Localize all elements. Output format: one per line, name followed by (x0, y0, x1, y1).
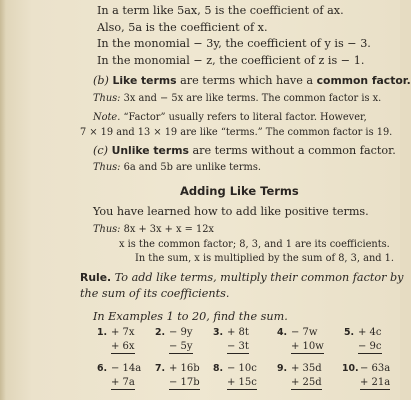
instruction: In Examples 1 to 20, find the sum. (93, 310, 288, 323)
exercise-item (97, 364, 151, 392)
thus-label: Thus: (93, 93, 121, 104)
example-text: 6a and 5b are unlike terms. (123, 162, 261, 173)
exercise-item (213, 328, 265, 356)
exercise-number: 5. (344, 327, 355, 338)
exercise-bottom-term: + 10w (291, 341, 324, 352)
note-line (93, 113, 367, 123)
exercise-item (342, 364, 399, 392)
exercise-item (155, 328, 207, 356)
exercise-bottom-term: − 5y (169, 341, 193, 352)
definition-text: are terms which have a (180, 74, 314, 87)
exercise-number: 4. (277, 327, 288, 338)
definition-unlike-terms (93, 145, 396, 157)
example-equation: 8x + 3x + x = 12x (123, 224, 214, 235)
exercise-number: 9. (277, 363, 288, 374)
exercise-number: 1. (97, 327, 108, 338)
term-like-terms: Like terms (112, 74, 177, 87)
exercise-bottom-term: − 17b (169, 377, 200, 388)
page-gutter-shadow (0, 0, 6, 400)
rule-line: the sum of its coefficients. (80, 287, 230, 300)
exercise-top-term: + 16b (169, 363, 200, 374)
exercise-bottom-term: − 9c (358, 341, 382, 352)
exercise-bottom-term: − 3t (227, 341, 249, 352)
text-line: In a term like 5ax, 5 is the coefficient of ax. (97, 4, 344, 17)
exercise-bottom-term: + 7a (111, 377, 135, 388)
exercise-item (277, 328, 337, 356)
example-line (93, 163, 261, 173)
exercise-bottom-term: + 21a (360, 377, 391, 388)
exercise-number: 2. (155, 327, 166, 338)
example-line (93, 94, 381, 104)
rule-text: To add like terms, multiply their common factor by (114, 271, 404, 284)
exercise-number: 6. (97, 363, 108, 374)
definition-like-terms (93, 75, 411, 87)
text-line: Also, 5a is the coefficient of x. (97, 21, 268, 34)
exercise-number: 7. (155, 363, 166, 374)
exercise-top-term: − 14a (111, 363, 142, 374)
note-label: Note. (93, 112, 121, 123)
term-common-factor: common factor. (316, 74, 411, 87)
exercise-number: 10. (342, 363, 359, 374)
rule-line (80, 272, 403, 284)
exercise-number: 8. (213, 363, 224, 374)
section-label: (c) (93, 144, 108, 157)
example-line: In the sum, x is multiplied by the sum of 8, 3, and 1. (135, 253, 395, 264)
exercise-top-term: + 7x (111, 327, 135, 338)
note-text: “Factor” usually refers to literal factor. However, (123, 112, 367, 123)
example-line (93, 225, 214, 235)
exercise-top-term: + 8t (227, 327, 249, 338)
text-line: In the monomial − 3y, the coefficient of y is − 3. (97, 37, 371, 50)
exercise-top-term: + 35d (291, 363, 322, 374)
thus-label: Thus: (93, 162, 121, 173)
note-line: 7 × 19 and 13 × 19 are like “terms.” The common factor is 19. (80, 127, 393, 138)
exercise-item (344, 328, 398, 356)
exercise-item (97, 328, 149, 356)
exercise-top-term: − 63a (360, 363, 391, 374)
exercise-top-term: + 4c (358, 327, 382, 338)
thus-label: Thus: (93, 224, 121, 235)
example-line: x is the common factor; 8, 3, and 1 are its coefficients. (119, 239, 390, 250)
example-text: 3x and − 5x are like terms. The common factor is x. (123, 93, 382, 104)
exercise-top-term: − 10c (227, 363, 257, 374)
paragraph: You have learned how to add like positive terms. (93, 205, 369, 218)
section-heading: Adding Like Terms (180, 184, 299, 198)
exercise-item (213, 364, 271, 392)
exercise-number: 3. (213, 327, 224, 338)
exercise-bottom-term: + 25d (291, 377, 322, 388)
definition-text: are terms without a common factor. (192, 144, 396, 157)
term-unlike-terms: Unlike terms (111, 144, 189, 157)
exercise-item (277, 364, 337, 392)
exercise-top-term: − 9y (169, 327, 193, 338)
exercise-bottom-term: + 6x (111, 341, 135, 352)
text-line: In the monomial − z, the coefficient of z is − 1. (97, 54, 365, 67)
exercise-item (155, 364, 211, 392)
section-label: (b) (93, 74, 109, 87)
exercise-top-term: − 7w (291, 327, 318, 338)
rule-label: Rule. (80, 271, 112, 284)
exercise-bottom-term: + 15c (227, 377, 257, 388)
